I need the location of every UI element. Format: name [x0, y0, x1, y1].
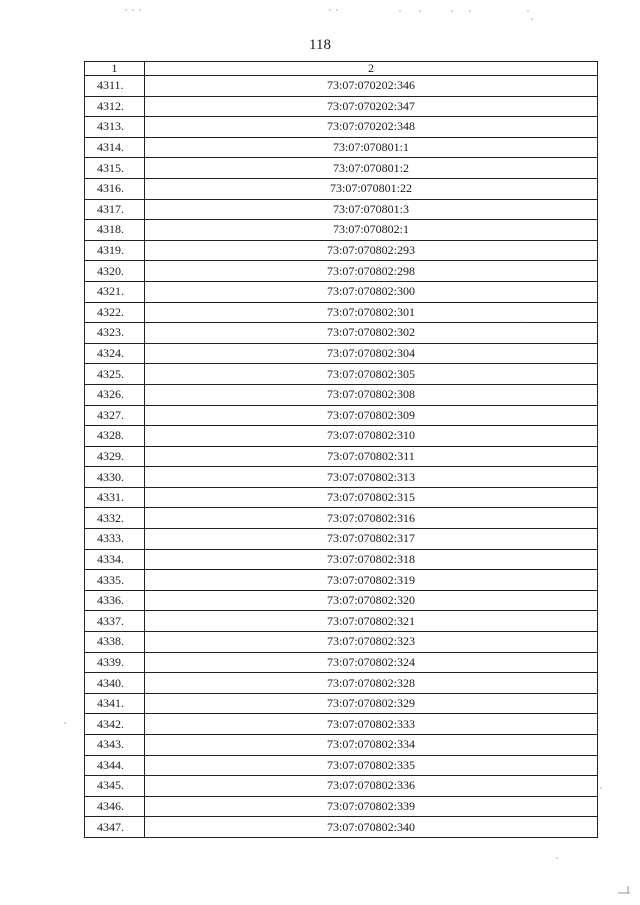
- row-number: 4340.: [85, 673, 145, 694]
- cadastral-number: 73:07:070802:318: [145, 549, 598, 570]
- table-row: [85, 467, 598, 488]
- page-number: 118: [309, 37, 331, 53]
- row-number: 4325.: [85, 364, 145, 385]
- cadastral-number: 73:07:070802:321: [145, 611, 598, 632]
- column-header-number: 1: [85, 62, 145, 76]
- cadastral-number: 73:07:070802:313: [145, 467, 598, 488]
- cadastral-number: 73:07:070802:305: [145, 364, 598, 385]
- cadastral-number: 73:07:070802:317: [145, 529, 598, 550]
- cadastral-number: 73:07:070801:2: [145, 158, 598, 179]
- table-row: [85, 158, 598, 179]
- table-row: [85, 776, 598, 797]
- table-row: [85, 137, 598, 158]
- row-number: 4315.: [85, 158, 145, 179]
- cadastral-number: 73:07:070802:334: [145, 735, 598, 756]
- table-row: [85, 529, 598, 550]
- row-number: 4329.: [85, 446, 145, 467]
- row-number: 4321.: [85, 281, 145, 302]
- row-number: 4322.: [85, 302, 145, 323]
- table-row: [85, 426, 598, 447]
- cadastral-number: 73:07:070802:316: [145, 508, 598, 529]
- table-row: [85, 117, 598, 138]
- row-number: 4313.: [85, 117, 145, 138]
- row-number: 4316.: [85, 178, 145, 199]
- cadastral-number: 73:07:070802:308: [145, 384, 598, 405]
- row-number: 4317.: [85, 199, 145, 220]
- cadastral-number: 73:07:070802:328: [145, 673, 598, 694]
- table-row: [85, 96, 598, 117]
- cadastral-number: 73:07:070802:336: [145, 776, 598, 797]
- row-number: 4347.: [85, 817, 145, 838]
- table-row: [85, 735, 598, 756]
- row-number: 4326.: [85, 384, 145, 405]
- row-number: 4314.: [85, 137, 145, 158]
- cadastral-number: 73:07:070802:302: [145, 323, 598, 344]
- row-number: 4338.: [85, 632, 145, 653]
- cadastral-number: 73:07:070802:339: [145, 796, 598, 817]
- table-row: [85, 693, 598, 714]
- row-number: 4339.: [85, 652, 145, 673]
- row-number: 4333.: [85, 529, 145, 550]
- table-header: [85, 62, 598, 76]
- table-row: [85, 570, 598, 591]
- cadastral-table: [84, 61, 598, 838]
- cadastral-number: 73:07:070802:301: [145, 302, 598, 323]
- table-row: [85, 755, 598, 776]
- table-row: [85, 611, 598, 632]
- cadastral-number: 73:07:070801:1: [145, 137, 598, 158]
- table-row: [85, 508, 598, 529]
- cadastral-number: 73:07:070802:329: [145, 693, 598, 714]
- table-row: [85, 673, 598, 694]
- row-number: 4343.: [85, 735, 145, 756]
- cadastral-number: 73:07:070802:293: [145, 240, 598, 261]
- table-body: [85, 76, 598, 838]
- table-row: [85, 261, 598, 282]
- cadastral-number: 73:07:070202:347: [145, 96, 598, 117]
- row-number: 4342.: [85, 714, 145, 735]
- column-header-code: 2: [145, 62, 598, 76]
- table-row: [85, 405, 598, 426]
- table-row: [85, 487, 598, 508]
- table-row: [85, 76, 598, 97]
- cadastral-number: 73:07:070802:298: [145, 261, 598, 282]
- row-number: 4335.: [85, 570, 145, 591]
- row-number: 4341.: [85, 693, 145, 714]
- table-row: [85, 817, 598, 838]
- table-row: [85, 446, 598, 467]
- row-number: 4312.: [85, 96, 145, 117]
- cadastral-number: 73:07:070802:315: [145, 487, 598, 508]
- row-number: 4324.: [85, 343, 145, 364]
- table-row: [85, 714, 598, 735]
- table-row: [85, 281, 598, 302]
- cadastral-number: 73:07:070802:319: [145, 570, 598, 591]
- cadastral-number: 73:07:070202:346: [145, 76, 598, 97]
- cadastral-number: 73:07:070202:348: [145, 117, 598, 138]
- row-number: 4331.: [85, 487, 145, 508]
- cadastral-number: 73:07:070802:340: [145, 817, 598, 838]
- table-row: [85, 632, 598, 653]
- cadastral-number: 73:07:070802:310: [145, 426, 598, 447]
- cadastral-number: 73:07:070801:22: [145, 178, 598, 199]
- cadastral-number: 73:07:070802:320: [145, 590, 598, 611]
- table-row: [85, 590, 598, 611]
- row-number: 4319.: [85, 240, 145, 261]
- table-row: [85, 178, 598, 199]
- cadastral-number: 73:07:070802:333: [145, 714, 598, 735]
- header-row: [85, 62, 598, 76]
- row-number: 4344.: [85, 755, 145, 776]
- table-row: [85, 652, 598, 673]
- row-number: 4320.: [85, 261, 145, 282]
- cadastral-number: 73:07:070802:300: [145, 281, 598, 302]
- row-number: 4328.: [85, 426, 145, 447]
- row-number: 4311.: [85, 76, 145, 97]
- cadastral-number: 73:07:070801:3: [145, 199, 598, 220]
- row-number: 4327.: [85, 405, 145, 426]
- row-number: 4346.: [85, 796, 145, 817]
- row-number: 4318.: [85, 220, 145, 241]
- table-row: [85, 199, 598, 220]
- row-number: 4345.: [85, 776, 145, 797]
- cadastral-number: 73:07:070802:1: [145, 220, 598, 241]
- table-row: [85, 549, 598, 570]
- cadastral-number: 73:07:070802:311: [145, 446, 598, 467]
- row-number: 4337.: [85, 611, 145, 632]
- table-row: [85, 343, 598, 364]
- table-row: [85, 240, 598, 261]
- cadastral-number: 73:07:070802:309: [145, 405, 598, 426]
- cadastral-number: 73:07:070802:323: [145, 632, 598, 653]
- table-row: [85, 323, 598, 344]
- cadastral-number: 73:07:070802:335: [145, 755, 598, 776]
- cadastral-number: 73:07:070802:304: [145, 343, 598, 364]
- cadastral-number: 73:07:070802:324: [145, 652, 598, 673]
- table-row: [85, 302, 598, 323]
- table-row: [85, 220, 598, 241]
- row-number: 4323.: [85, 323, 145, 344]
- row-number: 4330.: [85, 467, 145, 488]
- table-row: [85, 364, 598, 385]
- row-number: 4332.: [85, 508, 145, 529]
- table-row: [85, 384, 598, 405]
- row-number: 4336.: [85, 590, 145, 611]
- row-number: 4334.: [85, 549, 145, 570]
- table-row: [85, 796, 598, 817]
